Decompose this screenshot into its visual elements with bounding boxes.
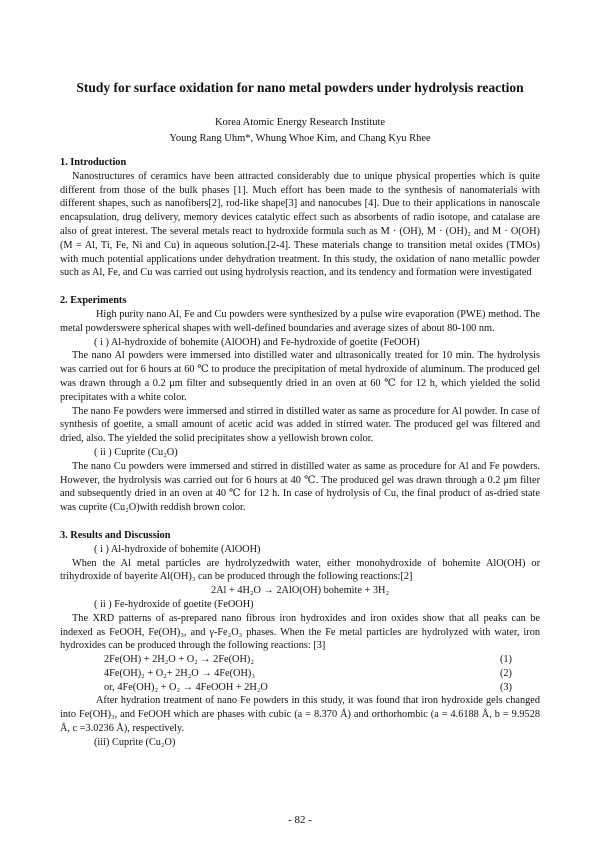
equation-number-2: (2) <box>499 667 512 679</box>
experiments-paragraph-1: High purity nano Al, Fe and Cu powders were synthesized by a pulse wire evaporation (PWE) method. The metal powderswere spherical shapes with well-defined boundaries and average sizes of about 80-100 nm. <box>60 308 540 334</box>
authors: Young Rang Uhm*, Whung Whoe Kim, and Chang Kyu Rhee <box>169 133 431 144</box>
affiliation-block <box>0 115 600 147</box>
equation-aluminum: 2Al + 4H₂O → 2AlO(OH) bohemite + 3H₂ <box>210 585 390 597</box>
equation-number-1: (1) <box>499 654 512 666</box>
paper-title: Study for surface oxidation for nano metal powders under hydrolysis reaction <box>76 80 524 95</box>
equation-row-1 <box>60 653 540 667</box>
section-spacer <box>60 515 540 529</box>
equation-row-2 <box>60 667 540 681</box>
section-spacer <box>60 280 540 294</box>
affiliation: Korea Atomic Energy Research Institute <box>214 117 386 128</box>
equation-1: 2Fe(OH) + 2H₂O + O₂ → 2Fe(OH)₂ <box>104 654 254 666</box>
introduction-paragraph: Nanostructures of ceramics have been attracted considerably due to unique physical properties which is quite different from those of the bulk phases [1]. Much effort has been made to the synthesis of nanomaterials with different shapes, such as nanofibers[2], rod-like shape[3] and nanocubes [4]. Due to their applications in nanoscale encapsulation, drug delivery, memory devices catalytic effect such as absorbents of radio isotope, and catalase are also of great interest. The several metals react to hydroxide formula such as M · (OH), M · (OH)₂ and M · O(OH) (M = Al, Ti, Fe, Ni and Cu) in aqueous solution.[2-4]. These materials change to transition metal oxides (TMOs) with much potential applications under dehydration treatment. In this study, the oxidation of nano metallic powder such as Al, Fe, and Cu was carried out using hydrolysis reaction, and its tendency and formation were investigated <box>60 170 540 279</box>
results-paragraph-3: After hydration treatment of nano Fe powders in this study, it was found that iron hydroxide gels changed into Fe(OH)₃, and FeOOH which are phases with cubic (a = 8.370 Å) and orthorhombic (a = 4.6188 Å, b = 9.9528 Å, c =3.0236 Å), respectively. <box>60 695 540 735</box>
equation-number-3: (3) <box>499 681 512 693</box>
equation-row-3 <box>60 681 540 695</box>
experiments-paragraph-2: The nano Al powders were immersed into distilled water and ultrasonically treated for 10 min. The hydrolysis was carried out for 6 hours at 60 ℃ to produce the precipitation of metal hydroxide of aluminum. The produced gel was drawn through a 0.2 μm filter and subsequently dried in an oven at 60 ℃ for 12 h, which yielded the solid precipitates with a white color. <box>60 350 540 403</box>
page-number: - 82 - <box>288 814 312 826</box>
experiments-subheading-2: ( ii ) Cuprite (Cu₂O) <box>94 446 178 458</box>
results-subheading-3: (iii) Cuprite (Cu₂O) <box>94 736 176 748</box>
results-subheading-1: ( i ) Al-hydroxide of bohemite (AlOOH) <box>94 543 261 555</box>
equation-3: or, 4Fe(OH)₂ + O₂ → 4FeOOH + 2H₂O <box>104 681 268 693</box>
paper-body <box>60 156 540 750</box>
results-paragraph-2: The XRD patterns of as-prepared nano fibrous iron hydroxides and iron oxides show that all peaks can be indexed as FeOOH, Fe(OH)₃, and γ-Fe₂O₃ phases. When the Fe metal particles are hydrolyzed with water, iron hydroxides can be produced through the following reactions: [3] <box>60 612 540 652</box>
equation-2: 4Fe(OH)₂ + O₂+ 2H₂O → 4Fe(OH)₃ <box>104 667 255 679</box>
experiments-paragraph-3: The nano Fe powders were immersed and stirred in distilled water as same as procedure for Al powder. In case of synthesis of goetite, a small amount of acetic acid was added in stirred water. The produced gel was filtered and dried, also. The yielded the solid precipitates show a yellowish brown color. <box>60 405 540 445</box>
section-heading-introduction: 1. Introduction <box>60 157 127 168</box>
section-heading-results: 3. Results and Discussion <box>60 529 171 541</box>
experiments-paragraph-4: The nano Cu powders were immersed and stirred in distilled water as same as procedure for Al and Fe powders. However, the hydrolysis was carried out for 6 hours at 40 ℃. The produced gel was drawn through a 0.2 μm filter and subsequently dried in an oven at 40 ℃ for 12 h. In case of hydrolysis of Cu, the final product of as-dried state was cuprite (Cu₂O)with reddish brown color. <box>60 460 540 514</box>
experiments-subheading-1: ( i ) Al-hydroxide of bohemite (AlOOH) and Fe-hydroxide of goetite (FeOOH) <box>94 336 420 348</box>
section-heading-experiments: 2. Experiments <box>60 295 127 307</box>
results-subheading-2: ( ii ) Fe-hydroxide of goetite (FeOOH) <box>94 598 254 610</box>
results-paragraph-1: When the Al metal particles are hydrolyzedwith water, either monohydroxide of bohemite AlO(OH) or trihydroxide of bayerite Al(OH)₃ can be produced through the following reactions:[2] <box>60 557 540 583</box>
